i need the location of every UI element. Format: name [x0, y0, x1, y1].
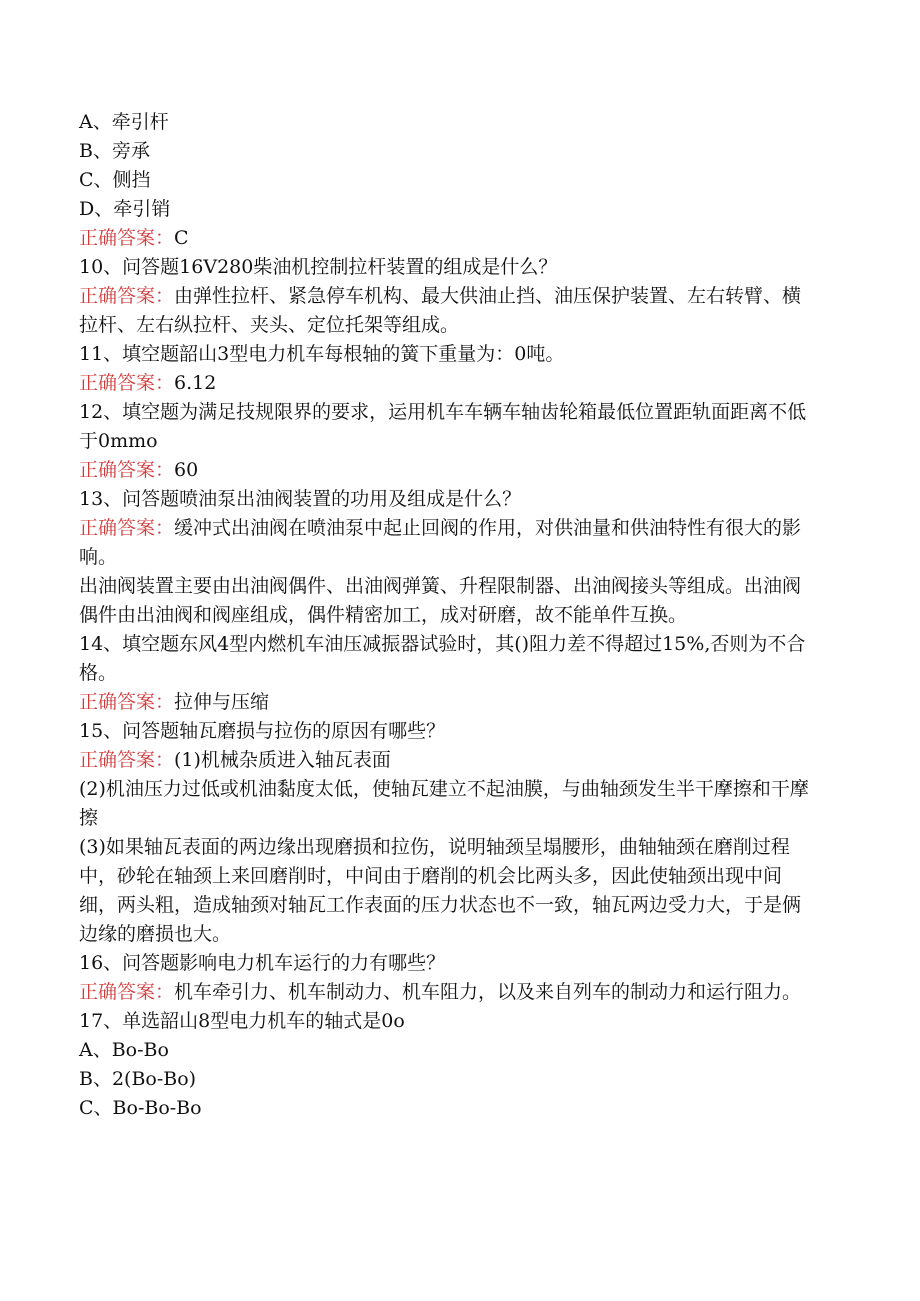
option-c: C、侧挡 [79, 169, 151, 191]
answer-text: 由弹性拉杆、紧急停车机构、最大供油止挡、油压保护装置、左右转臂、横拉杆、左右纵拉杆、夹头、定位托架等组成。 [79, 285, 802, 336]
answer-label: 正确答案： [79, 517, 175, 539]
answer-label: 正确答案： [79, 459, 175, 481]
answer-continued: (3)如果轴瓦表面的两边缘出现磨损和拉伤，说明轴颈呈塌腰形，曲轴轴颈在磨削过程中，砂轮在轴颈上来回磨削时，中间由于磨削的机会比两头多，因此使轴颈出现中间细，两头粗，造成轴颈对轴瓦工作表面的压力状态也不一致，轴瓦两边受力大，于是俩边缘的磨损也大。 [79, 836, 802, 945]
answer-line [79, 688, 819, 717]
option-a: A、Bo-Bo [79, 1039, 169, 1061]
answer-label: 正确答案： [79, 691, 175, 713]
answer-line [79, 514, 819, 572]
answer-line [79, 456, 819, 485]
answer-continued: (2)机油压力过低或机油黏度太低，使轴瓦建立不起油膜，与曲轴颈发生半干摩擦和干摩擦 [79, 778, 809, 829]
answer-text: 缓冲式出油阀在喷油泵中起止回阀的作用，对供油量和供油特性有很大的影响。 [79, 517, 802, 568]
answer-label: 正确答案： [79, 981, 175, 1003]
question-14: 14、填空题东风4型内燃机车油压减振器试验时，其()阻力差不得超过15%,否则为不合格。 [79, 633, 806, 684]
document-page [79, 108, 819, 1123]
option-a: A、牵引杆 [79, 111, 169, 133]
answer-text: (1)机械杂质进入轴瓦表面 [174, 749, 391, 771]
answer-text: 60 [174, 459, 199, 481]
option-c: C、Bo-Bo-Bo [79, 1097, 202, 1119]
answer-line [79, 978, 819, 1007]
question-16: 16、问答题影响电力机车运行的力有哪些？ [79, 952, 446, 974]
question-17: 17、单选韶山8型电力机车的轴式是0o [79, 1010, 405, 1032]
answer-line [79, 224, 819, 253]
option-d: D、牵引销 [79, 198, 171, 220]
answer-continued: 出油阀装置主要由出油阀偶件、出油阀弹簧、升程限制器、出油阀接头等组成。出油阀偶件由出油阀和阀座组成，偶件精密加工，成对研磨，故不能单件互换。 [79, 575, 802, 626]
question-11: 11、填空题韶山3型电力机车每根轴的簧下重量为：0吨。 [79, 343, 565, 365]
answer-text: 机车牵引力、机车制动力、机车阻力，以及来自列车的制动力和运行阻力。 [174, 981, 802, 1003]
answer-label: 正确答案： [79, 285, 175, 307]
answer-line [79, 746, 819, 775]
answer-line [79, 282, 819, 340]
answer-text: C [174, 227, 189, 249]
answer-text: 6.12 [174, 372, 217, 394]
question-12: 12、填空题为满足技规限界的要求，运用机车车辆车轴齿轮箱最低位置距轨面距离不低于0mmo [79, 401, 807, 452]
question-10: 10、问答题16V280柴油机控制拉杆装置的组成是什么？ [79, 256, 558, 278]
option-b: B、旁承 [79, 140, 150, 162]
question-13: 13、问答题喷油泵出油阀装置的功用及组成是什么？ [79, 488, 522, 510]
answer-line [79, 369, 819, 398]
option-b: B、2(Bo-Bo) [79, 1068, 197, 1090]
answer-label: 正确答案： [79, 749, 175, 771]
question-15: 15、问答题轴瓦磨损与拉伤的原因有哪些？ [79, 720, 446, 742]
answer-label: 正确答案： [79, 372, 175, 394]
answer-label: 正确答案： [79, 227, 175, 249]
answer-text: 拉伸与压缩 [174, 691, 270, 713]
